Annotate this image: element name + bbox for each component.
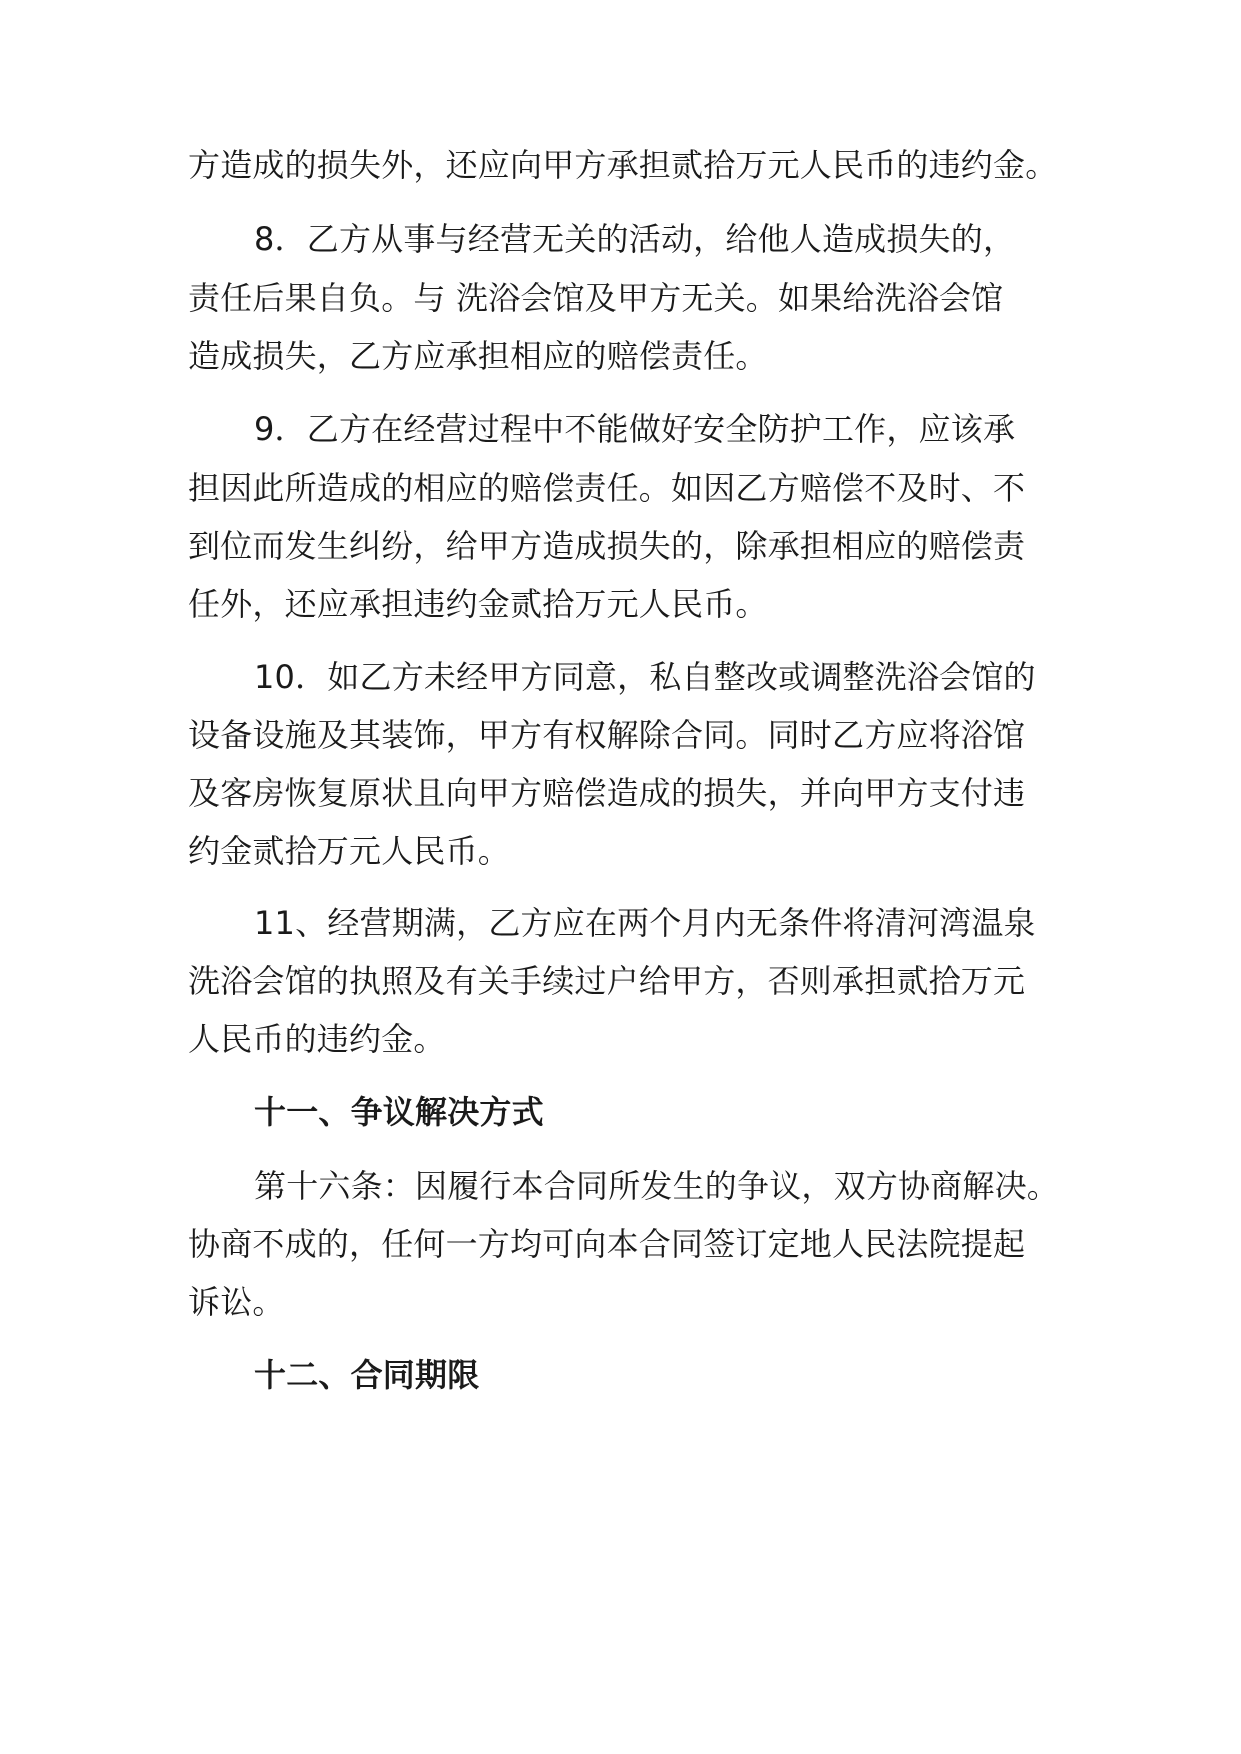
text-line: 方造成的损失外，还应向甲方承担贰拾万元人民币的违约金。 — [188, 146, 1058, 184]
text-line: 责任后果自负。与 洗浴会馆及甲方无关。如果给洗浴会馆 — [188, 279, 1004, 317]
text-line: 人民币的违约金。 — [188, 1020, 446, 1058]
clause-10-start: 10．如乙方未经甲方同意，私自整改或调整洗浴会馆的 — [254, 658, 1036, 696]
clause-8-start: 8．乙方从事与经营无关的活动，给他人造成损失的， — [254, 220, 1016, 258]
clause-9-start: 9．乙方在经营过程中不能做好安全防护工作，应该承 — [254, 410, 1016, 448]
section-heading-term: 十二、合同期限 — [254, 1356, 480, 1394]
text-line: 造成损失，乙方应承担相应的赔偿责任。 — [188, 337, 768, 375]
text-line: 担因此所造成的相应的赔偿责任。如因乙方赔偿不及时、不 — [188, 469, 1026, 507]
text-line: 诉讼。 — [188, 1283, 285, 1321]
text-line: 洗浴会馆的执照及有关手续过户给甲方，否则承担贰拾万元 — [188, 962, 1026, 1000]
text-line: 到位而发生纠纷，给甲方造成损失的，除承担相应的赔偿责 — [188, 527, 1026, 565]
text-line: 设备设施及其装饰，甲方有权解除合同。同时乙方应将浴馆 — [188, 716, 1026, 754]
text-line: 协商不成的，任何一方均可向本合同签订定地人民法院提起 — [188, 1225, 1026, 1263]
clause-11-start: 11、经营期满，乙方应在两个月内无条件将清河湾温泉 — [254, 904, 1036, 942]
article-16-start: 第十六条：因履行本合同所发生的争议，双方协商解决。 — [254, 1167, 1060, 1205]
section-heading-dispute: 十一、争议解决方式 — [254, 1093, 544, 1131]
text-line: 约金贰拾万元人民币。 — [188, 832, 511, 870]
text-line: 任外，还应承担违约金贰拾万元人民币。 — [188, 585, 768, 623]
text-line: 及客房恢复原状且向甲方赔偿造成的损失，并向甲方支付违 — [188, 774, 1026, 812]
